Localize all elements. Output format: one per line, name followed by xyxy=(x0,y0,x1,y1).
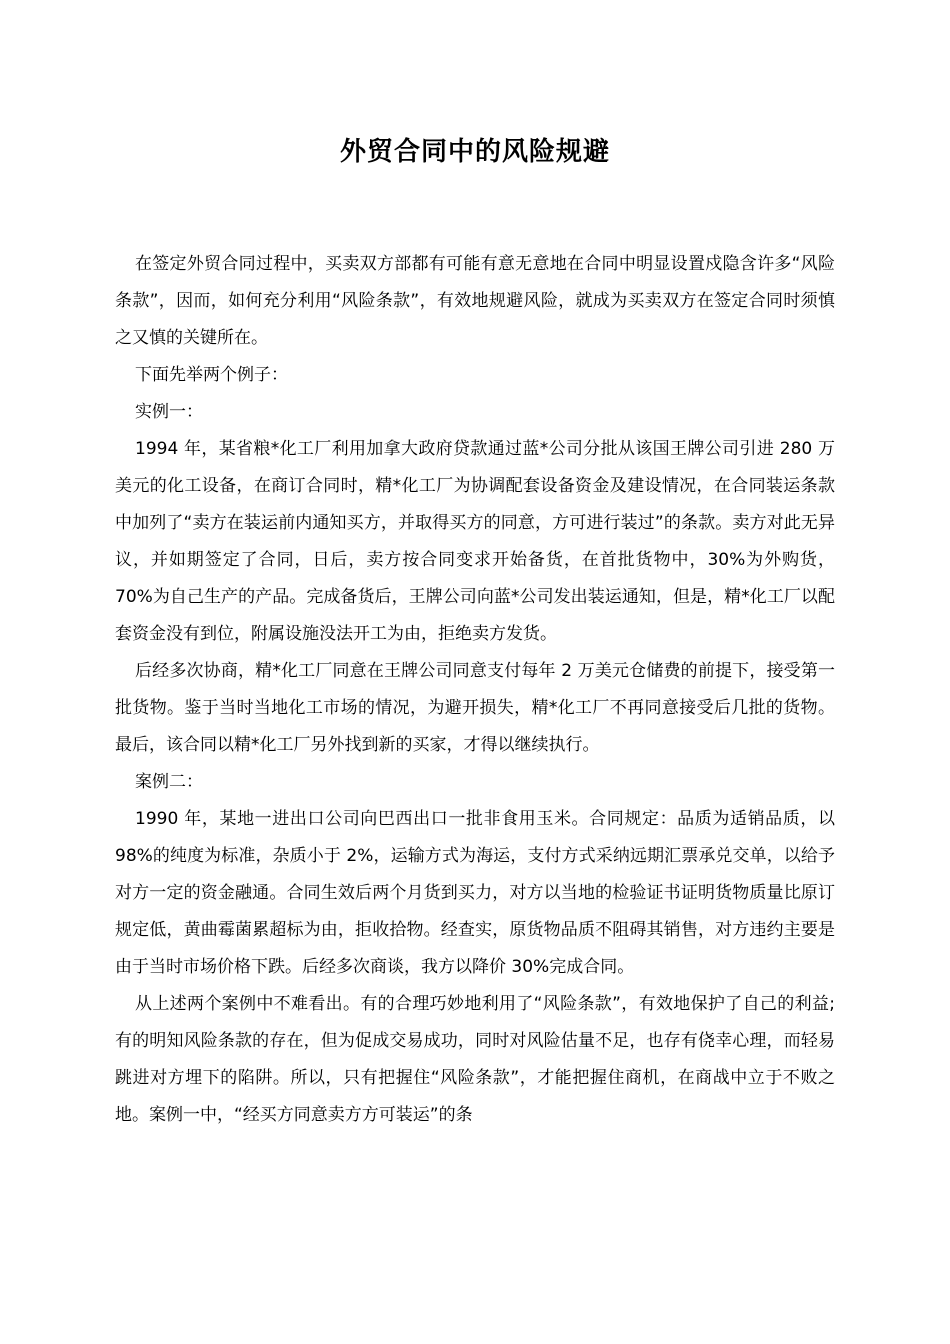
document-title: 外贸合同中的风险规避 xyxy=(339,137,610,167)
paragraph-example-one-outcome: 后经多次协商，精*化工厂同意在王牌公司同意支付每年 2 万美元仓储费的前提下，接受第一批货物。鉴于当时当地化工市场的情况，为避开损失，精*化工厂不再同意接受后几批的货物。最后，该合同以精*化工厂另外找到新的买家，才得以继续执行。 xyxy=(115,661,835,755)
heading-example-two: 案例二： xyxy=(135,772,203,792)
paragraph-intro: 在签定外贸合同过程中，买卖双方部都有可能有意无意地在合同中明显设置戍隐含许多“风险条款”，因而，如何充分利用“风险条款”，有效地规避风险，就成为买卖双方在签定合同时须慎之又慎的关键所在。 xyxy=(115,254,835,348)
paragraph-examples-lead: 下面先举两个例子： xyxy=(135,365,288,385)
heading-example-one: 实例一： xyxy=(135,402,203,422)
paragraph-analysis: 从上述两个案例中不难看出。有的合理巧妙地利用了“风险条款”，有效地保护了自己的利益;有的明知风险条款的存在，但为促成交易成功，同时对风险估量不足，也存有侥幸心理，而轻易跳进对方埋下的陷阱。所以，只有把握住“风险条款”，才能把握住商机，在商战中立于不败之地。案例一中，“经买方同意卖方方可装运”的条 xyxy=(115,994,835,1125)
paragraph-example-two-body: 1990 年，某地一进出口公司向巴西出口一批非食用玉米。合同规定：品质为适销品质，以 98%的纯度为标准，杂质小于 2%，运输方式为海运，支付方式采纳远期汇票承兑交单，以给予对方一定的资金融通。合同生效后两个月货到买力，对方以当地的检验证书证明货物质量比原订规定低，黄曲霉菌累超标为由，拒收拾物。经查实，原货物品质不阻碍其销售，对方违约主要是由于当时市场价格下跌。后经多次商谈，我方以降价 30%完成合同。 xyxy=(115,809,835,977)
paragraph-example-one-body: 1994 年，某省粮*化工厂利用加拿大政府贷款通过蓝*公司分批从该国王牌公司引进 280 万美元的化工设备，在商订合同时，精*化工厂为协调配套设备资金及建设情况，在合同装运条款中加列了“卖方在装运前内通知买方，并取得买方的同意，方可进行装过”的条款。卖方对此无异议，并如期签定了合同，日后，卖方按合同变求开始备货，在首批货物中，30%为外购货，70%为自己生产的产品。完成备货后，王牌公司向蓝*公司发出装运通知，但是，精*化工厂以配套资金没有到位，附属设施没法开工为由，拒绝卖方发货。 xyxy=(115,439,835,644)
document-body xyxy=(115,246,835,1134)
